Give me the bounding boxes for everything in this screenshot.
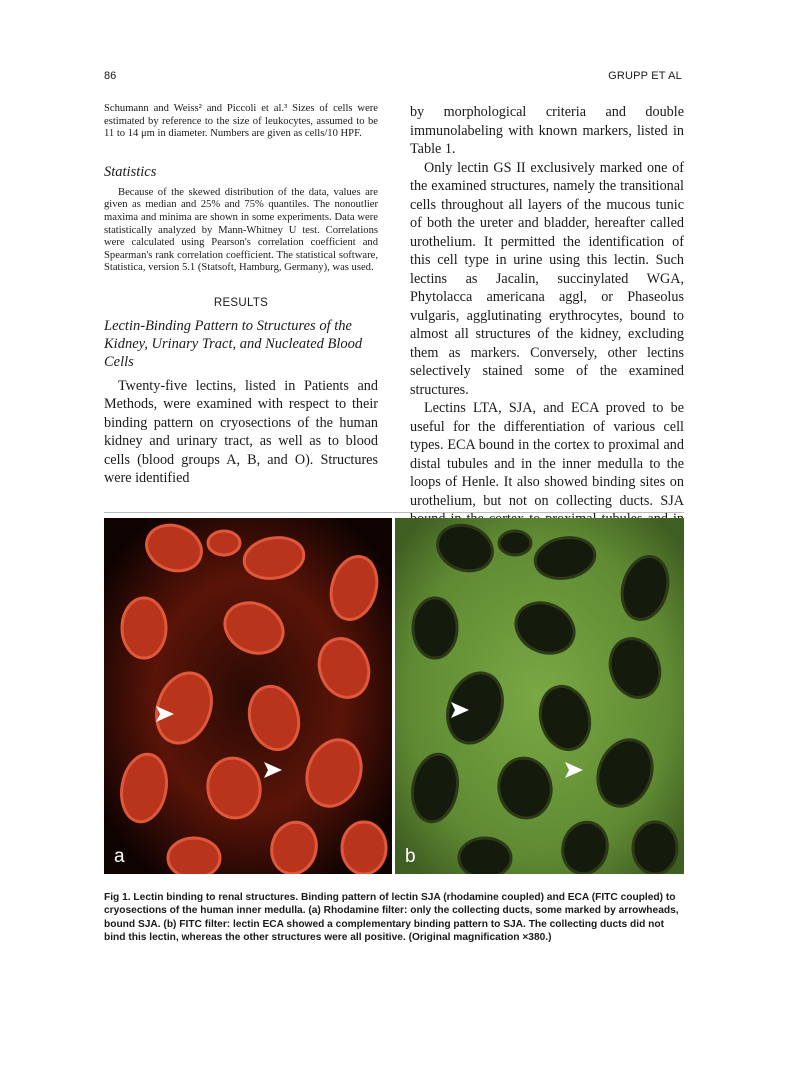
right-paragraph-2: Only lectin GS II exclusively marked one of the examined structures, namely the transitional cells throughout all layers of the mucous tunic of both the ureter and bladder, hereafter called urothelium. It permitted the identification of this cell type in urine using this lectin. Such lectins as Jacalin, succinylated WGA, Phytolacca americana aggl, or Phaseolus vulgaris, agglutinating erythrocytes, bound to almost all structures of the kidney, excluding them as markers. Conversely, other lectins selectively stained some of the examined structures. — [410, 159, 684, 398]
collecting-duct — [499, 531, 531, 555]
panel-a-label: a — [114, 846, 125, 867]
collecting-duct — [122, 598, 166, 658]
results-paragraph: Twenty-five lectins, listed in Patients and Methods, were examined with respect to their binding pattern on cryosections of the human kidney and urinary tract, as well as to blood cells (blood groups A, B, and O). Structures were identified — [104, 377, 378, 487]
running-head: GRUPP ET AL — [608, 70, 682, 82]
results-subheading: Lectin-Binding Pattern to Structures of the Kidney, Urinary Tract, and Nucleated Blood Cells — [104, 317, 363, 370]
intro-paragraph: Schumann and Weiss² and Piccoli et al.³ Sizes of cells were estimated by reference to the size of leukocytes, assumed to be 11 to 14 μm in diameter. Numbers are given as cells/10 HPF. — [104, 103, 378, 140]
collecting-duct — [168, 838, 220, 874]
collecting-duct — [342, 822, 386, 874]
figure-top-rule — [104, 512, 684, 513]
page-number: 86 — [104, 70, 117, 82]
figure-caption: Fig 1. Lectin binding to renal structures. Binding pattern of lectin SJA (rhodamine coupled) and ECA (FITC coupled) to cryosections of the human inner medulla. (a) Rhodamine filter: only the collecting ducts, some marked by arrowheads, bound SJA. (b) FITC filter: lectin ECA showed a complementary binding pattern to SJA. The collecting ducts did not bind this lectin, whereas the other structures were all positive. (Original magnification ×380.) — [104, 892, 679, 944]
statistics-heading: Statistics — [104, 163, 157, 180]
panel-b-label: b — [405, 846, 416, 867]
collecting-duct — [459, 838, 511, 874]
figure-panel-b — [395, 518, 684, 874]
right-paragraph-1: by morphological criteria and double immunolabeling with known markers, listed in Table 1. — [410, 104, 684, 157]
collecting-duct — [413, 598, 457, 658]
fitc-micrograph — [395, 518, 684, 874]
results-heading: RESULTS — [213, 296, 269, 309]
collecting-duct — [208, 531, 240, 555]
rhodamine-micrograph — [104, 518, 392, 874]
right-paragraph-3: Lectins LTA, SJA, and ECA proved to be useful for the differentiation of various cell types. ECA bound in the cortex to proximal and distal tubules and in the inner medulla to the loops of Henle. It also showed binding sites on urothelium, but not on collecting ducts. SJA — [410, 400, 684, 509]
statistics-paragraph: Because of the skewed distribution of the data, values are given as median and 25% and 75% quantiles. The nonoutlier maxima and minima are shown in some experiments. Data were statistically analyzed by Mann-Whitney U test. Correlations were calculated using Pearson's correlation coefficient and Spearman's rank correlation coefficient. The statistical software, Statistica, version 5.1 (Statsoft, Hamburg, Germany), was used. — [104, 186, 378, 274]
figure-panel-a — [104, 518, 392, 874]
left-column — [104, 103, 378, 488]
collecting-duct — [633, 822, 677, 874]
